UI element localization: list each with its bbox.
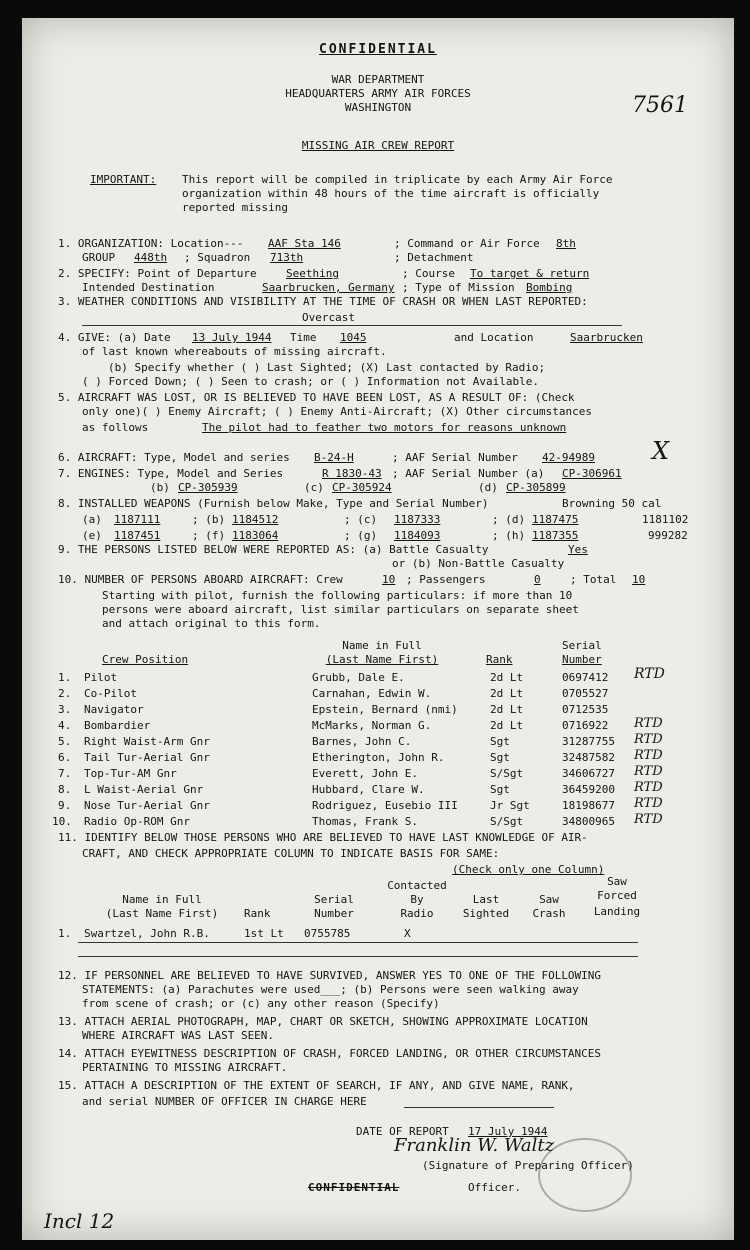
witness-serial-header-2: Number [314, 907, 354, 920]
witness-name-header-2: (Last Name First) [105, 907, 219, 920]
witness-saw-header-1: Saw [539, 893, 559, 906]
report-title: MISSING AIR CREW REPORT [301, 139, 455, 152]
aircraft-check-mark: X [652, 437, 670, 465]
engine-serial-label: ; AAF Serial Number (a) [392, 467, 545, 480]
crew-2-serial: 0705527 [562, 687, 609, 700]
item9-label: 9. THE PERSONS LISTED BELOW WERE REPORTED AS: (a) Battle Casualty [58, 543, 489, 556]
passengers-label: ; Passengers [406, 573, 486, 586]
item8-label: 8. INSTALLED WEAPONS (Furnish below Make, Type and Serial Number) [58, 497, 489, 510]
crew-2-position: Co-Pilot [84, 687, 137, 700]
signature: Franklin W. Waltz [394, 1135, 555, 1156]
officer-rule [404, 1107, 554, 1108]
weapon-4: 1187475 [532, 513, 579, 526]
destination-value: Saarbrucken, Germany [262, 281, 395, 294]
crew-8-serial: 36459200 [562, 783, 615, 796]
crash-location-value: Saarbrucken [570, 331, 643, 344]
item3-label: 3. WEATHER CONDITIONS AND VISIBILITY AT THE TIME OF CRASH OR WHEN LAST REPORTED: [58, 295, 588, 308]
item5-label: as follows [82, 421, 149, 434]
group-value: 448th [134, 251, 168, 264]
witness-forced-header-2: Forced [597, 889, 637, 902]
item12-line2: STATEMENTS: (a) Parachutes were used___; (b) Persons were seen walking away [82, 983, 579, 996]
weapon-7: 1183064 [232, 529, 279, 542]
weapon-6: 1187451 [114, 529, 161, 542]
intended-label: Intended Destination [82, 281, 215, 294]
item10-line2: Starting with pilot, furnish the following particulars: if more than 10 [102, 589, 573, 602]
crew-2-name: Carnahan, Edwin W. [312, 687, 432, 700]
mission-label: ; Type of Mission [402, 281, 515, 294]
item2-label: 2. SPECIFY: Point of Departure [58, 267, 257, 280]
crew-10-num: 10. [52, 815, 72, 828]
item11-line1: 11. IDENTIFY BELOW THOSE PERSONS WHO ARE BELIEVED TO HAVE LAST KNOWLEDGE OF AIR- [58, 831, 588, 844]
witness-serial-header-1: Serial [314, 893, 354, 906]
crew-position-header: Crew Position [102, 653, 189, 666]
witness-1-check: X [404, 927, 411, 940]
detachment-label: ; Detachment [394, 251, 474, 264]
crew-10-rank: S/Sgt [490, 815, 524, 828]
headquarters: HEADQUARTERS ARMY AIR FORCES [285, 87, 471, 100]
crew-3-name: Epstein, Bernard (nmi) [312, 703, 458, 716]
item14-line2: PERTAINING TO MISSING AIRCRAFT. [82, 1061, 288, 1074]
item4-line3: (b) Specify whether ( ) Last Sighted; (X) Last contacted by Radio; [108, 361, 546, 374]
witness-1-num: 1. [58, 927, 72, 940]
crew-7-num: 7. [58, 767, 72, 780]
crew-1-serial: 0697412 [562, 671, 609, 684]
weapon-c-label: ; (c) [344, 513, 378, 526]
crew-4-rank: 2d Lt [490, 719, 524, 732]
passenger-count: 0 [534, 573, 541, 586]
important-label: IMPORTANT: [90, 173, 157, 186]
weapon-f-label: ; (f) [192, 529, 226, 542]
witness-last-header-2: Sighted [462, 907, 510, 920]
crew-8-status: RTD [634, 780, 663, 795]
crew-5-name: Barnes, John C. [312, 735, 412, 748]
weapon-type: Browning 50 cal [562, 497, 662, 510]
item11-line2: CRAFT, AND CHECK APPROPRIATE COLUMN TO INDICATE BASIS FOR SAME: [82, 847, 500, 860]
weapon-b-label: ; (b) [192, 513, 226, 526]
date-of-report-label: DATE OF REPORT [356, 1125, 449, 1138]
aircraft-serial: 42-94989 [542, 451, 595, 464]
crew-4-num: 4. [58, 719, 72, 732]
weapon-e-label: (e) [82, 529, 102, 542]
item11-check-note: (Check only one Column) [452, 863, 605, 876]
weapon-8: 1184093 [394, 529, 441, 542]
item4-line2: of last known whereabouts of missing aircraft. [82, 345, 387, 358]
crew-count: 10 [382, 573, 396, 586]
crew-rank-header: Rank [486, 653, 513, 666]
crew-4-name: McMarks, Norman G. [312, 719, 432, 732]
witness-forced-header-3: Landing [593, 905, 641, 918]
crew-7-position: Top-Tur-AM Gnr [84, 767, 177, 780]
crew-5-status: RTD [634, 732, 663, 747]
crew-9-num: 9. [58, 799, 72, 812]
crew-5-num: 5. [58, 735, 72, 748]
crew-7-name: Everett, John E. [312, 767, 418, 780]
engine-d: CP-305899 [506, 481, 566, 494]
crew-2-num: 2. [58, 687, 72, 700]
witness-contacted-header-1: Contacted [387, 879, 447, 892]
crew-7-status: RTD [634, 764, 663, 779]
crew-6-num: 6. [58, 751, 72, 764]
item7-label: 7. ENGINES: Type, Model and Series [58, 467, 284, 480]
crew-6-rank: Sgt [490, 751, 510, 764]
crew-10-serial: 34800965 [562, 815, 615, 828]
signature-caption: (Signature of Preparing Officer) [422, 1159, 634, 1172]
classification-top: CONFIDENTIAL [319, 42, 437, 57]
item5-line2: only one)( ) Enemy Aircraft; ( ) Enemy Anti-Aircraft; (X) Other circumstances [82, 405, 592, 418]
crew-serial-header-1: Serial [562, 639, 602, 652]
witness-forced-header-1: Saw [607, 875, 627, 888]
weapon-1: 1187111 [114, 513, 161, 526]
report-sheet [22, 18, 734, 1240]
crew-6-name: Etherington, John R. [312, 751, 445, 764]
weather-rule [82, 325, 622, 326]
crew-3-rank: 2d Lt [490, 703, 524, 716]
weapon-g-label: ; (g) [344, 529, 378, 542]
command-value: 8th [556, 237, 576, 250]
item14-line1: 14. ATTACH EYEWITNESS DESCRIPTION OF CRASH, FORCED LANDING, OR OTHER CIRCUMSTANCES [58, 1047, 602, 1060]
crew-9-serial: 18198677 [562, 799, 615, 812]
important-line3: reported missing [182, 201, 288, 214]
departure-value: Seething [286, 267, 339, 280]
weapon-a-label: (a) [82, 513, 102, 526]
crew-7-rank: S/Sgt [490, 767, 524, 780]
witness-1-rank: 1st Lt [244, 927, 284, 940]
crew-9-name: Rodriguez, Eusebio III [312, 799, 458, 812]
squadron-value: 713th [270, 251, 304, 264]
crew-9-rank: Jr Sgt [490, 799, 530, 812]
document-number: 7561 [632, 93, 688, 118]
crew-5-serial: 31287755 [562, 735, 615, 748]
engine-b-label: (b) [150, 481, 170, 494]
weapon-5: 1181102 [642, 513, 689, 526]
crew-9-position: Nose Tur-Aerial Gnr [84, 799, 210, 812]
engine-c: CP-305924 [332, 481, 392, 494]
crew-8-name: Hubbard, Clare W. [312, 783, 425, 796]
crew-1-status: RTD [634, 666, 665, 682]
crew-1-rank: 2d Lt [490, 671, 524, 684]
command-label: ; Command or Air Force [394, 237, 540, 250]
item1-label: 1. ORGANIZATION: Location--- [58, 237, 244, 250]
city: WASHINGTON [344, 101, 412, 114]
crew-2-rank: 2d Lt [490, 687, 524, 700]
weather-value: Overcast [302, 311, 355, 324]
important-line1: This report will be compiled in triplicate by each Army Air Force [182, 173, 613, 186]
engine-c-label: (c) [304, 481, 324, 494]
time-label: Time [290, 331, 317, 344]
witness-1-serial: 0755785 [304, 927, 351, 940]
weapon-3: 1187333 [394, 513, 441, 526]
squadron-label: ; Squadron [184, 251, 251, 264]
battle-casualty: Yes [568, 543, 588, 556]
witness-saw-header-2: Crash [532, 907, 566, 920]
weapon-d-label: ; (d) [492, 513, 526, 526]
crew-8-rank: Sgt [490, 783, 510, 796]
weapon-9: 1187355 [532, 529, 579, 542]
item13-line1: 13. ATTACH AERIAL PHOTOGRAPH, MAP, CHART OR SKETCH, SHOWING APPROXIMATE LOCATION [58, 1015, 588, 1028]
item6-label: 6. AIRCRAFT: Type, Model and series [58, 451, 290, 464]
crew-6-position: Tail Tur-Aerial Gnr [84, 751, 210, 764]
official-stamp [538, 1138, 632, 1212]
loss-reason: The pilot had to feather two motors for reasons unknown [202, 421, 567, 434]
date-value: 13 July 1944 [192, 331, 272, 344]
engine-d-label: (d) [478, 481, 498, 494]
witness-name-header-1: Name in Full [122, 893, 202, 906]
witness-contacted-header-3: Radio [400, 907, 434, 920]
time-value: 1045 [340, 331, 367, 344]
crew-6-serial: 32487582 [562, 751, 615, 764]
crew-6-status: RTD [634, 748, 663, 763]
witness-rule-2 [78, 956, 638, 957]
aircraft-serial-label: ; AAF Serial Number [392, 451, 518, 464]
crew-1-num: 1. [58, 671, 72, 684]
crew-9-status: RTD [634, 796, 663, 811]
crew-3-num: 3. [58, 703, 72, 716]
engine-a: CP-306961 [562, 467, 622, 480]
crew-10-position: Radio Op-ROM Gnr [84, 815, 190, 828]
crew-5-rank: Sgt [490, 735, 510, 748]
weapon-10: 999282 [648, 529, 688, 542]
crew-1-position: Pilot [84, 671, 118, 684]
item15-line2: and serial NUMBER OF OFFICER IN CHARGE HERE [82, 1095, 367, 1108]
mission-value: Bombing [526, 281, 573, 294]
war-department: WAR DEPARTMENT [331, 73, 425, 86]
item10-line4: and attach original to this form. [102, 617, 321, 630]
engine-b: CP-305939 [178, 481, 238, 494]
classification-bottom: CONFIDENTIAL [308, 1181, 400, 1194]
date-of-report: 17 July 1944 [468, 1125, 548, 1138]
witness-rule-1 [78, 942, 638, 943]
crew-4-position: Bombardier [84, 719, 151, 732]
item9-line2: or (b) Non-Battle Casualty [392, 557, 565, 570]
witness-1-name: Swartzel, John R.B. [84, 927, 210, 940]
item4-label: 4. GIVE: (a) Date [58, 331, 171, 344]
location-label: and Location [454, 331, 534, 344]
crew-4-serial: 0716922 [562, 719, 609, 732]
crew-name-header-1: Name in Full [342, 639, 422, 652]
item5-line1: 5. AIRCRAFT WAS LOST, OR IS BELIEVED TO HAVE BEEN LOST, AS A RESULT OF: (Check [58, 391, 575, 404]
crew-8-position: L Waist-Aerial Gnr [84, 783, 204, 796]
item12-line1: 12. IF PERSONNEL ARE BELIEVED TO HAVE SURVIVED, ANSWER YES TO ONE OF THE FOLLOWING [58, 969, 602, 982]
course-value: To target & return [470, 267, 590, 280]
crew-serial-header-2: Number [562, 653, 602, 666]
item10-label: 10. NUMBER OF PERSONS ABOARD AIRCRAFT: Crew [58, 573, 343, 586]
total-count: 10 [632, 573, 646, 586]
course-label: ; Course [402, 267, 455, 280]
total-label: ; Total [570, 573, 617, 586]
crew-3-position: Navigator [84, 703, 144, 716]
item4-line4: ( ) Forced Down; ( ) Seen to crash; or ( ) Information not Available. [82, 375, 539, 388]
crew-7-serial: 34606727 [562, 767, 615, 780]
item15-line1: 15. ATTACH A DESCRIPTION OF THE EXTENT OF SEARCH, IF ANY, AND GIVE NAME, RANK, [58, 1079, 575, 1092]
group-label: GROUP [82, 251, 116, 264]
crew-5-position: Right Waist-Arm Gnr [84, 735, 210, 748]
inclosure-note: Incl 12 [44, 1209, 115, 1233]
crew-8-num: 8. [58, 783, 72, 796]
crew-10-status: RTD [634, 812, 663, 827]
crew-10-name: Thomas, Frank S. [312, 815, 418, 828]
witness-last-header-1: Last [472, 893, 500, 906]
important-line2: organization within 48 hours of the time aircraft is officially [182, 187, 600, 200]
crew-1-name: Grubb, Dale E. [312, 671, 405, 684]
item10-line3: persons were aboard aircraft, list similar particulars on separate sheet [102, 603, 579, 616]
witness-rank-header: Rank [244, 907, 271, 920]
weapon-h-label: ; (h) [492, 529, 526, 542]
aircraft-type: B-24-H [314, 451, 354, 464]
location-value: AAF Sta 146 [268, 237, 341, 250]
crew-name-header-2: (Last Name First) [325, 653, 439, 666]
officer-label: Officer. [468, 1181, 521, 1194]
item12-line3: from scene of crash; or (c) any other reason (Specify) [82, 997, 440, 1010]
witness-contacted-header-2: By [410, 893, 424, 906]
weapon-2: 1184512 [232, 513, 279, 526]
item13-line2: WHERE AIRCRAFT WAS LAST SEEN. [82, 1029, 275, 1042]
crew-3-serial: 0712535 [562, 703, 609, 716]
crew-4-status: RTD [634, 716, 663, 731]
engine-type: R 1830-43 [322, 467, 382, 480]
